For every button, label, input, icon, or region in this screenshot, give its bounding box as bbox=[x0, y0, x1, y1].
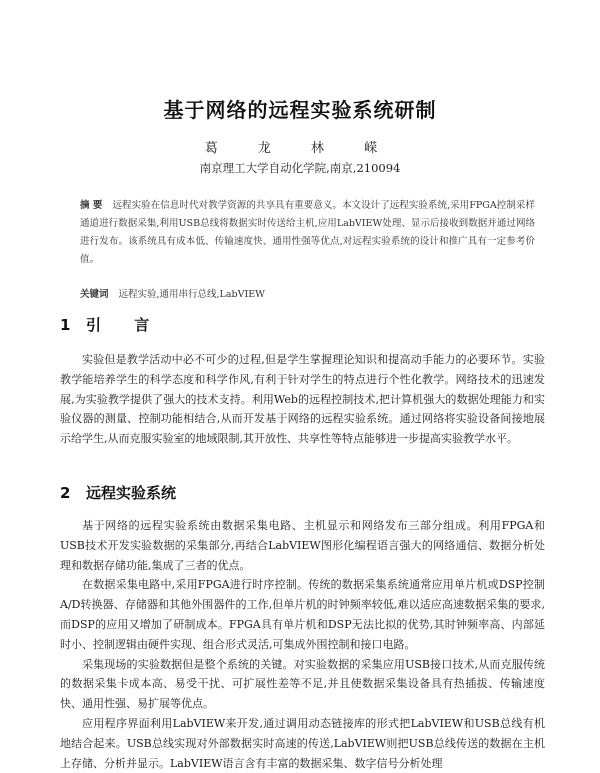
section-heading-system bbox=[60, 482, 176, 503]
paragraph: 实验但是教学活动中必不可少的过程,但是学生掌握理论知识和提高动手能力的必要环节。实验教学能培养学生的科学态度和科学作风,有利于针对学生的特点进行个性化教学。网络技术的迅速发展,为实验教学提供了强大的技术支持。利用Web的远程控制技术,把计算机强大的数据处理能力和实验仪器的测量、控制功能相结合,从而开发基于网络的远程实验系统。通过网络将实验设备间接地展示给学生,从而克服实验室的地域限制,其开放性、共享性等特点能够进一步提高实验教学水平。 bbox=[60, 353, 545, 446]
section-body-intro bbox=[60, 350, 545, 449]
keywords-text: 远程实验,通用串行总线,LabVIEW bbox=[118, 289, 265, 300]
paragraph: 在数据采集电路中,采用FPGA进行时序控制。传统的数据采集系统通常应用单片机或DSP控制A/D转换器、存储器和其他外围器件的工作,但单片机的时钟频率较低,难以适应高速数据采集的要求,而DSP的应用又增加了研制成本。FPGA具有单片机和DSP无法比拟的优势,其时钟频率高、内部延时小、控制逻辑由硬件实现、组合形式灵活,可集成外围控制和接口电路。 bbox=[60, 578, 545, 651]
paragraph: 基于网络的远程实验系统由数据采集电路、主机显示和网络发布三部分组成。利用FPGA和USB技术开发实验数据的采集部分,再结合LabVIEW图形化编程语言强大的网络通信、数据分析处理和数据存储功能,集成了三者的优点。 bbox=[60, 519, 545, 572]
section-title: 引 言 bbox=[86, 316, 164, 334]
abstract-label: 摘 要 bbox=[80, 200, 103, 211]
section-number: 2 bbox=[60, 484, 71, 502]
paper-title: 基于网络的远程实验系统研制 bbox=[163, 98, 437, 122]
keywords-block bbox=[80, 286, 535, 300]
paragraph: 应用程序界面利用LabVIEW来开发,通过调用动态链接库的形式把LabVIEW和USB总线有机地结合起来。USB总线实现对外部数据实时高速的传送,LabVIEW则把USB总线传送的数据在主机上存储、分析并显示。LabVIEW语言含有丰富的数据采集、数字信号分析处理 bbox=[60, 716, 545, 770]
section-heading-intro bbox=[60, 314, 163, 335]
abstract-block bbox=[80, 197, 535, 269]
abstract-text: 远程实验在信息时代对教学资源的共享具有重要意义。本文设计了远程实验系统,采用FPGA控制采样通道进行数据采集,利用USB总线将数据实时传送给主机,应用LabVIEW处理、显示后接收到数据并通过网络进行发布。该系统具有成本低、传输速度快、通用性强等优点,对远程实验系统的设计和推广具有一定参考价值。 bbox=[80, 200, 535, 265]
section-number: 1 bbox=[60, 316, 71, 334]
paragraph: 采集现场的实验数据但是整个系统的关键。对实验数据的采集应用USB接口技术,从而克服传统的数据采集卡成本高、易受干扰、可扩展性差等不足,并且使数据采集设备具有热插拔、传输速度快、通用性强、易扩展等优点。 bbox=[60, 657, 545, 711]
section-title: 远程实验系统 bbox=[86, 484, 177, 502]
keywords-label: 关键词 bbox=[80, 289, 109, 300]
paper-authors: 葛 龙 林 嵘 bbox=[204, 141, 396, 156]
paper-affiliation: 南京理工大学自动化学院,南京,210094 bbox=[199, 161, 401, 175]
section-body-system bbox=[60, 516, 545, 773]
